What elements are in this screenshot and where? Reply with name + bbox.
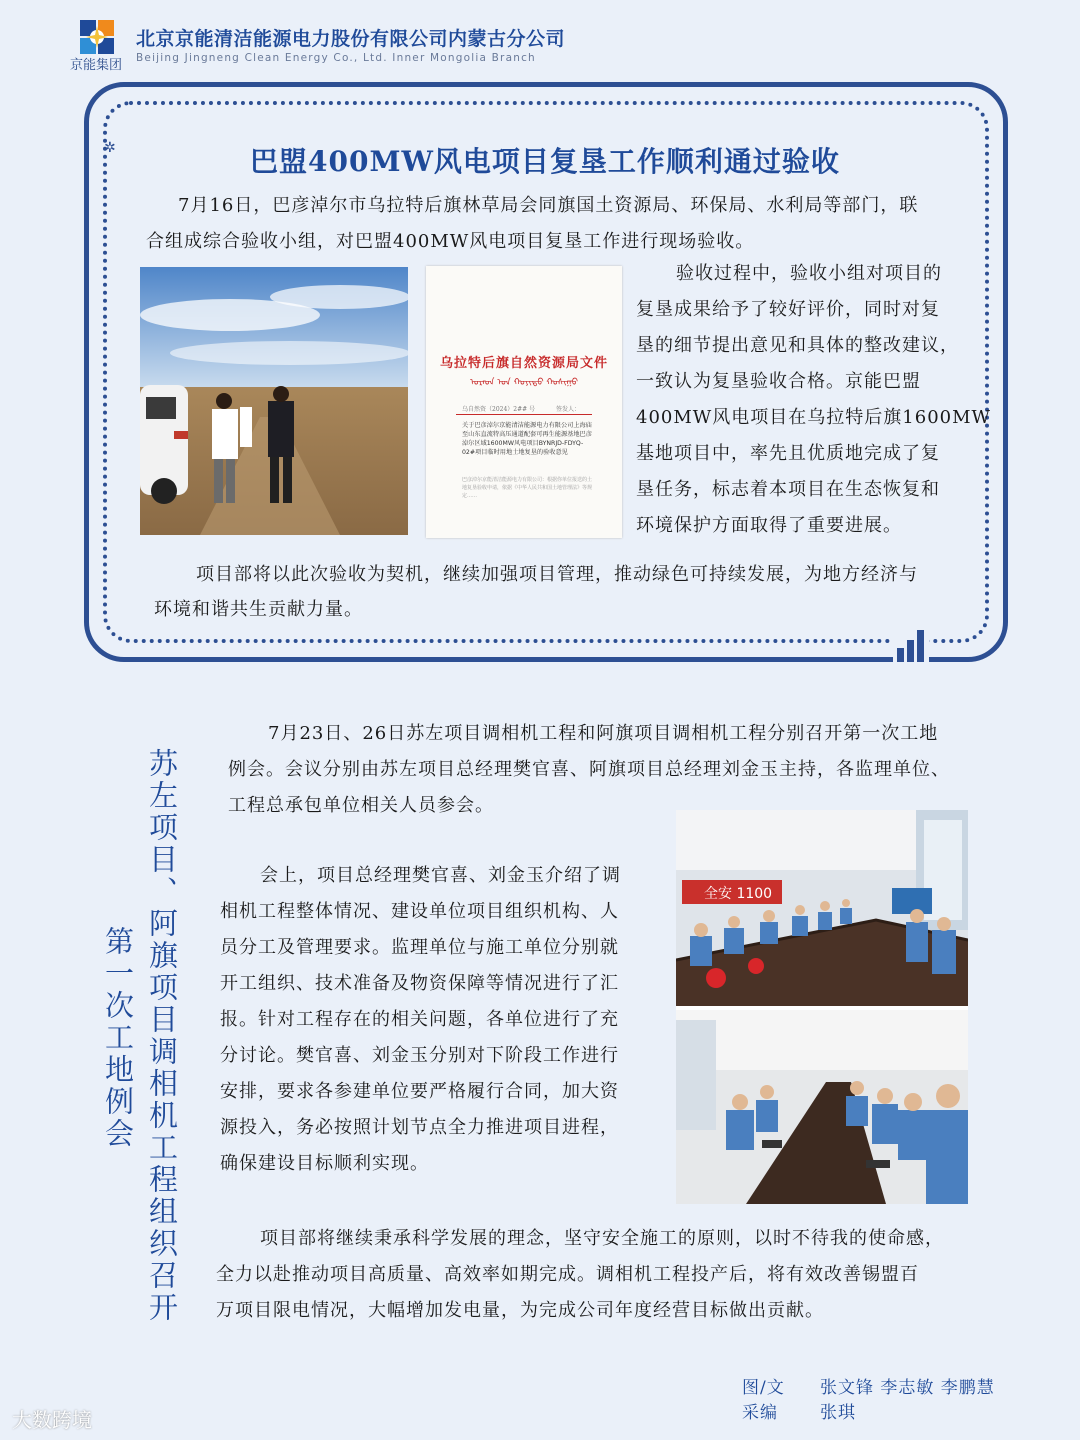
meeting-banner-text: 全安 1100 bbox=[704, 886, 773, 902]
article1-para3-line2: 环境和谐共生贡献力量。 bbox=[154, 599, 363, 620]
article2-para2-line: 开工组织、技术准备及物资保障等情况进行了汇 bbox=[220, 973, 619, 994]
article2-para2-line: 报。针对工程存在的相关问题，各单位进行了充 bbox=[220, 1009, 619, 1030]
article1-para3-line1: 项目部将以此次验收为契机，继续加强项目管理，推动绿色可持续发展，为地方经济与 bbox=[196, 564, 918, 585]
document-body: 关于巴彦淖尔京能清洁能源电力有限公司上海庙至山东直流特高压通道配套可再生能源基地巴彦淖尔区域1600MW风电项目BYNRJD-FDYQ-02#项目临时用地土地复垦的验收意见 bbox=[462, 422, 592, 456]
article1-para2-line: 垦的细节提出意见和具体的整改建议， bbox=[636, 335, 959, 356]
bar-chart-icon bbox=[893, 628, 929, 662]
document-footer: 巴彦淖尔京能清洁能源电力有限公司：根据你单位报送的土地复垦验收申请，依据《中华人民共和国土地管理法》等规定…… bbox=[462, 477, 593, 499]
article1-para1-line1: 7月16日，巴彦淖尔市乌拉特后旗林草局会同旗国土资源局、环保局、水利局等部门，联 bbox=[178, 195, 919, 216]
company-name-cn: 北京京能清洁能源电力股份有限公司内蒙古分公司 bbox=[136, 28, 566, 50]
article2-vertical-subtitle: 第一次工地例会 bbox=[101, 926, 135, 1150]
document-signer: 签发人： bbox=[556, 406, 581, 413]
article1-para2-line: 400MW风电项目在乌拉特后旗1600MW bbox=[636, 407, 992, 428]
document-image bbox=[426, 266, 622, 538]
gear-icon: ✲ bbox=[104, 140, 116, 156]
credit-label-editor: 采编 bbox=[742, 1403, 778, 1423]
article2-para2-line: 会上，项目总经理樊官喜、刘金玉介绍了调 bbox=[260, 865, 621, 886]
article1-para2-line: 垦任务，标志着本项目在生态恢复和 bbox=[636, 479, 940, 500]
article2-para2-line: 相机工程整体情况、建设单位项目组织机构、人 bbox=[220, 901, 619, 922]
article2-para1-line: 7月23日、26日苏左项目调相机工程和阿旗项目调相机工程分别召开第一次工地 bbox=[268, 723, 939, 744]
article2-para2-line: 源投入，务必按照计划节点全力推进项目进程， bbox=[220, 1117, 619, 1138]
credit-names-line2: 张琪 bbox=[820, 1403, 856, 1423]
article2-para2-line: 安排，要求各参建单位要严格履行合同，加大资 bbox=[220, 1081, 619, 1102]
credit-label-text: 图/文 bbox=[742, 1378, 785, 1398]
document-divider bbox=[456, 414, 592, 415]
document-title: 乌拉特后旗自然资源局文件 bbox=[439, 356, 608, 371]
logo-text: 京能集团 bbox=[70, 58, 123, 73]
article2-para1-line: 例会。会议分别由苏左项目总经理樊官喜、阿旗项目总经理刘金玉主持，各监理单位、 bbox=[228, 759, 950, 780]
company-logo bbox=[80, 20, 114, 54]
article1-para2-line: 基地项目中，率先且优质地完成了复 bbox=[636, 443, 940, 464]
article1-para2-line: 验收过程中，验收小组对项目的 bbox=[676, 263, 942, 284]
article2-para3-line: 万项目限电情况，大幅增加发电量，为完成公司年度经营目标做出贡献。 bbox=[216, 1300, 824, 1321]
article1-para2-line: 一致认为复垦验收合格。京能巴盟 bbox=[636, 371, 921, 392]
credits-labels bbox=[742, 1376, 785, 1426]
page-header bbox=[70, 14, 670, 74]
article2-vertical-title: 苏左项目、阿旗项目调相机工程组织召开 bbox=[145, 748, 179, 1324]
article2-para3-line: 项目部将继续秉承科学发展的理念，坚守安全施工的原则，以时不待我的使命感， bbox=[260, 1228, 944, 1249]
article1-para2-line: 环境保护方面取得了重要进展。 bbox=[636, 515, 902, 536]
article1-para2-line: 复垦成果给予了较好评价，同时对复 bbox=[636, 299, 940, 320]
company-name-en: Beijing Jingneng Clean Energy Co., Ltd. Inner Mongolia Branch bbox=[136, 52, 536, 64]
watermark: 大数跨境 bbox=[12, 1408, 92, 1432]
article2-para2-line: 分讨论。樊官喜、刘金玉分别对下阶段工作进行 bbox=[220, 1045, 619, 1066]
meeting-photos bbox=[676, 810, 968, 1204]
article2-para2-line: 确保建设目标顺利实现。 bbox=[220, 1153, 429, 1174]
article1-para1-line2: 合组成综合验收小组，对巴盟400MW风电项目复垦工作进行现场验收。 bbox=[146, 231, 755, 252]
article-title: 巴盟400MW风电项目复垦工作顺利通过验收 bbox=[250, 145, 840, 178]
article2-para2-line: 员分工及管理要求。监理单位与施工单位分别就 bbox=[220, 937, 619, 958]
article2-para3-line: 全力以赴推动项目高质量、高效率如期完成。调相机工程投产后，将有效改善锡盟百 bbox=[216, 1264, 919, 1285]
inspection-photo bbox=[140, 267, 408, 535]
credits-names bbox=[820, 1376, 995, 1426]
document-number: 乌自然资（2024）2## 号 bbox=[462, 406, 536, 413]
document-mongolian-text: ᠤᠷᠠᠳ ᠤᠨ ᠬᠣᠶᠢᠲᠤ ᠬᠣᠰᠢᠭᠤ bbox=[470, 378, 578, 388]
credit-names-line1: 张文锋 李志敏 李鹏慧 bbox=[820, 1378, 995, 1398]
article2-para1-line: 工程总承包单位相关人员参会。 bbox=[228, 795, 494, 816]
